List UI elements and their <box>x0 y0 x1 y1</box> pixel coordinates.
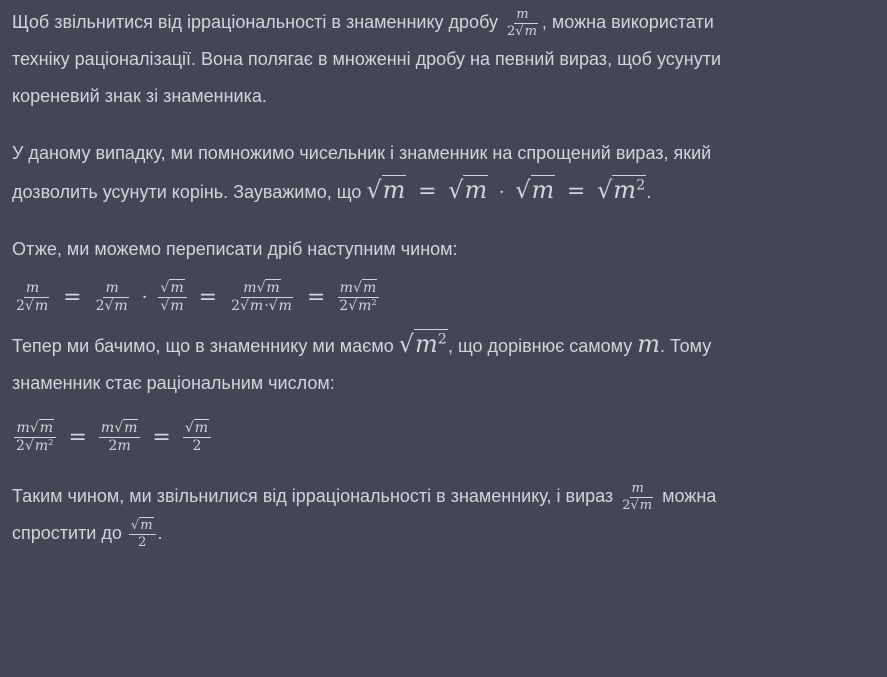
equation-2: $\frac{m√m}{2√m^2}$ = $\frac{m√m}{2m}$ = $\frac{√m}{2}$ <box>12 408 875 466</box>
paragraph-1-line-3: кореневий знак зі знаменника. <box>12 86 267 106</box>
paragraph-5-line-2: спростити до $\frac{√m}{2}$ . <box>12 518 163 550</box>
equation-1: $\frac{m}{2√m}$ = $\frac{m}{2√m}$ · $\frac{√m}{√m}$ = $\frac{m√m}{2√m\cdot√m}$ = $\frac{m√m}{2√m^2}$ <box>12 268 875 326</box>
paragraph-2-line-2: дозволить усунути корінь. Зауважимо, що $√m = √m \cdot √m = √m^2$. <box>12 176 652 204</box>
paragraph-1-line-1 <box>12 4 875 41</box>
paragraph-5-line-1: Таким чином, ми звільнилися від ірраціональності в знаменнику, і вираз $\frac{m}{2√m}$ можна <box>12 481 717 513</box>
paragraph-1-line-2: техніку раціоналізації. Вона полягає в множенні дробу на певний вираз, щоб усунути <box>12 49 722 69</box>
paragraph-4-line-1: Тепер ми бачимо, що в знаменнику ми маємо $√m^2$, що дорівнює самому m. Тому <box>12 330 712 358</box>
paragraph-4-line-2: знаменник стає раціональним числом: <box>12 373 335 393</box>
paragraph-3: Отже, ми можемо переписати дріб наступним чином: <box>12 239 458 259</box>
fraction-m-over-2sqrtm: $\frac{m}{2√m}$ <box>507 7 537 39</box>
text: , можна використати <box>541 12 714 32</box>
text: Щоб звільнитися від ірраціональності в знаменнику дробу <box>12 12 498 32</box>
paragraph-2-line-1: У даному випадку, ми помножимо чисельник і знаменник на спрощений вираз, який <box>12 143 712 163</box>
identity-sqrt-m: $√m = √m \cdot √m = √m^2$ <box>366 176 646 204</box>
